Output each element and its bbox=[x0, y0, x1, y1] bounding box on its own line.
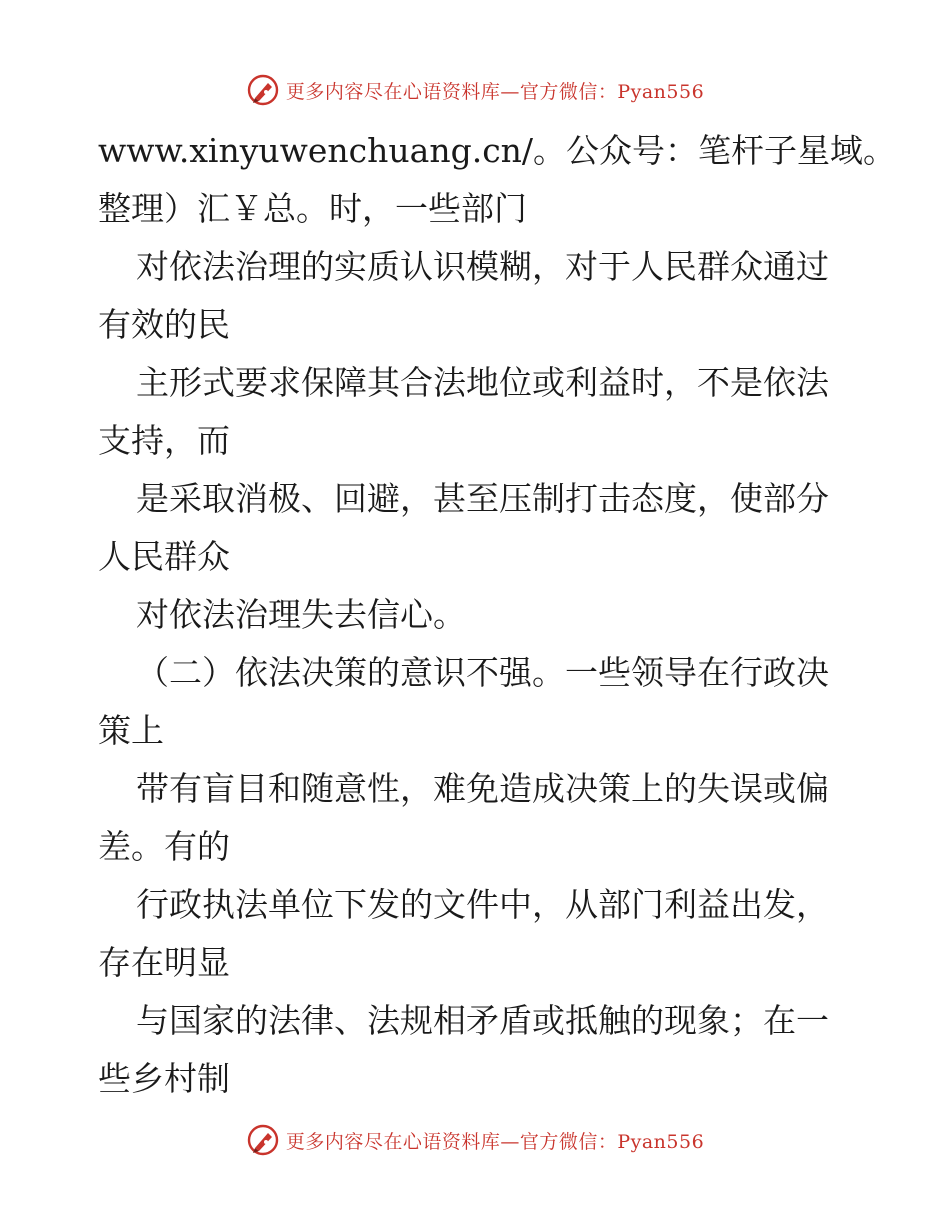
text-line: 人民群众 bbox=[98, 537, 230, 576]
text-line: 存在明显 bbox=[98, 943, 230, 982]
banner-text: 更多内容尽在心语资料库—官方微信：Pyan556 bbox=[285, 1130, 705, 1153]
text-line: 对依法治理失去信心。 bbox=[136, 595, 466, 634]
text-line: 有效的民 bbox=[98, 305, 230, 344]
text-line: 与国家的法律、法规相矛盾或抵触的现象；在一 bbox=[136, 1001, 829, 1040]
document-body bbox=[98, 122, 897, 1108]
text-line: 些乡村制 bbox=[98, 1059, 230, 1098]
text-line: 支持，而 bbox=[98, 421, 230, 460]
pen-logo-icon bbox=[246, 1123, 280, 1157]
text-line: 行政执法单位下发的文件中，从部门利益出发， bbox=[136, 885, 829, 924]
text-line: 主形式要求保障其合法地位或利益时，不是依法 bbox=[136, 363, 829, 402]
text-line: 是采取消极、回避，甚至压制打击态度，使部分 bbox=[136, 479, 829, 518]
text-line: 策上 bbox=[98, 711, 164, 750]
text-line: （二）依法决策的意识不强。一些领导在行政决 bbox=[136, 653, 829, 692]
text-line: 对依法治理的实质认识模糊，对于人民群众通过 bbox=[136, 247, 829, 286]
footer-banner bbox=[0, 1120, 950, 1160]
text-line: 带有盲目和随意性，难免造成决策上的失误或偏 bbox=[136, 769, 829, 808]
text-line: 整理）汇￥总。时，一些部门 bbox=[98, 189, 527, 228]
header-banner bbox=[0, 70, 950, 110]
text-line: 差。有的 bbox=[98, 827, 230, 866]
text-line: www.xinyuwenchuang.cn/。公众号：笔杆子星域。 bbox=[98, 131, 897, 170]
pen-logo-icon bbox=[246, 73, 280, 107]
banner-text: 更多内容尽在心语资料库—官方微信：Pyan556 bbox=[285, 80, 705, 103]
